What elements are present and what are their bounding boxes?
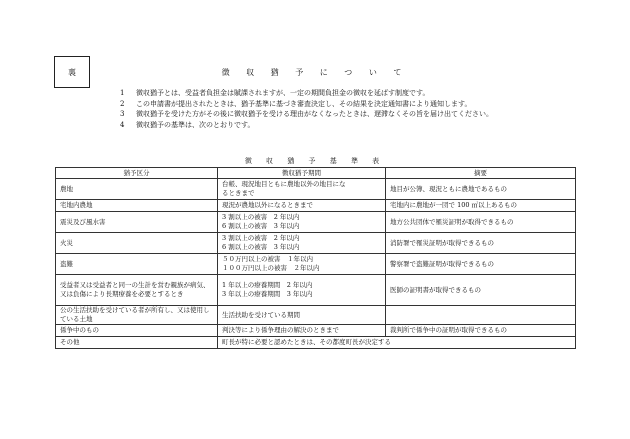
table-row [56, 275, 576, 306]
page-title: 徴 収 猶 予 に つ い て [221, 68, 409, 77]
period-line: ５０万円以上の被害 １年以内 [222, 255, 313, 264]
period-line: 判決等により係争理由の解決のときまで [222, 326, 339, 335]
period-cell [218, 233, 386, 254]
category-cell: 係争中のもの [56, 325, 218, 337]
period-line: 6 割以上の被害 3 年以内 [222, 222, 300, 230]
category-cell: 受益者又は受益者と同一の生計を営む親族が病気、又は負傷により長期療養を必要とするとき [56, 275, 218, 306]
side-box-label: 裏 [68, 67, 76, 77]
note-text: 徴収猶予とは、受益者負担金は賦課されますが、一定の期間負担金の徴収を延ばす制度です。 [136, 89, 430, 97]
remarks-cell: 地目が公簿、現況ともに農地であるもの [386, 179, 576, 200]
column-header-remarks: 摘要 [386, 168, 576, 179]
period-cell [218, 254, 386, 275]
note-number: 1 [120, 89, 125, 97]
note-text: 徴収猶予の基準は、次のとおりです。 [136, 120, 255, 129]
deferral-criteria-table [55, 167, 576, 349]
table-row [56, 212, 576, 233]
period-line: るときまで [222, 189, 255, 197]
notes-list [120, 88, 600, 130]
table-row [56, 200, 576, 212]
table-row [56, 233, 576, 254]
table-row [56, 254, 576, 275]
category-cell: 公の生活扶助を受けている者が所有し、又は使用している土地 [56, 306, 218, 325]
remarks-cell: 警察署で盗難証明が取得できるもの [386, 254, 576, 275]
note-number: 3 [120, 110, 125, 119]
note-number: 4 [120, 120, 125, 129]
period-cell [218, 275, 386, 306]
period-line: 3 年以上の療養期間 3 年以内 [222, 290, 313, 298]
note-item [120, 109, 600, 120]
remarks-cell: 地方公共団体で罹災証明が取得できるもの [386, 212, 576, 233]
note-item [120, 99, 600, 110]
period-line: 台帳、現況地目ともに農地以外の地目にな [222, 180, 346, 189]
table-header-row [56, 168, 576, 179]
column-header-category: 猶予区分 [56, 168, 218, 179]
table-row [56, 325, 576, 337]
period-line: 3 割以上の被害 2 年以内 [222, 234, 300, 243]
category-cell: 農地 [56, 179, 218, 200]
table-row [56, 179, 576, 200]
period-line: １００万円以上の被害 ２年以内 [222, 264, 320, 272]
note-item [120, 120, 600, 131]
note-text: 徴収猶予を受けた方がその後に徴収猶予を受ける理由がなくなったときは、遅滞なくその旨を届け出てください。 [136, 110, 493, 119]
period-cell [218, 179, 386, 200]
period-cell [218, 212, 386, 233]
period-line: 生活扶助を受けている期間 [222, 310, 300, 319]
period-cell [218, 337, 576, 349]
remarks-cell: 医師の証明書が取得できるもの [386, 275, 576, 306]
note-number: 2 [120, 99, 125, 108]
period-line: 3 割以上の被害 2 年以内 [222, 213, 300, 222]
period-line: 現況が農地以外になるときまで [222, 201, 313, 210]
category-cell: その他 [56, 337, 218, 349]
period-line: 町長が特に必要と認めたときは、その都度町長が決定する [222, 338, 391, 347]
remarks-cell [386, 306, 576, 325]
category-cell: 盗難 [56, 254, 218, 275]
column-header-period: 徴収猶予期間 [218, 168, 386, 179]
category-cell: 震災及び風水害 [56, 212, 218, 233]
table-row [56, 337, 576, 349]
period-cell [218, 306, 386, 325]
remarks-cell: 消防署で罹災証明が取得できるもの [386, 233, 576, 254]
period-line: 1 年以上の療養期間 2 年以内 [222, 281, 313, 290]
category-cell: 火災 [56, 233, 218, 254]
period-line: 6 割以上の被害 3 年以内 [222, 243, 300, 251]
remarks-cell: 裁判所で係争中の証明が取得できるもの [386, 325, 576, 337]
table-row [56, 306, 576, 325]
remarks-cell: 宅地内に農地が一団で 100 ㎡以上あるもの [386, 200, 576, 212]
period-cell [218, 200, 386, 212]
period-cell [218, 325, 386, 337]
category-cell: 宅地内農地 [56, 200, 218, 212]
table-title: 徴 収 猶 予 基 準 表 [244, 157, 386, 165]
note-item [120, 88, 600, 99]
note-text: この申請書が提出されたときは、猶予基準に基づき審査決定し、その結果を決定通知書により通知します。 [136, 99, 472, 108]
